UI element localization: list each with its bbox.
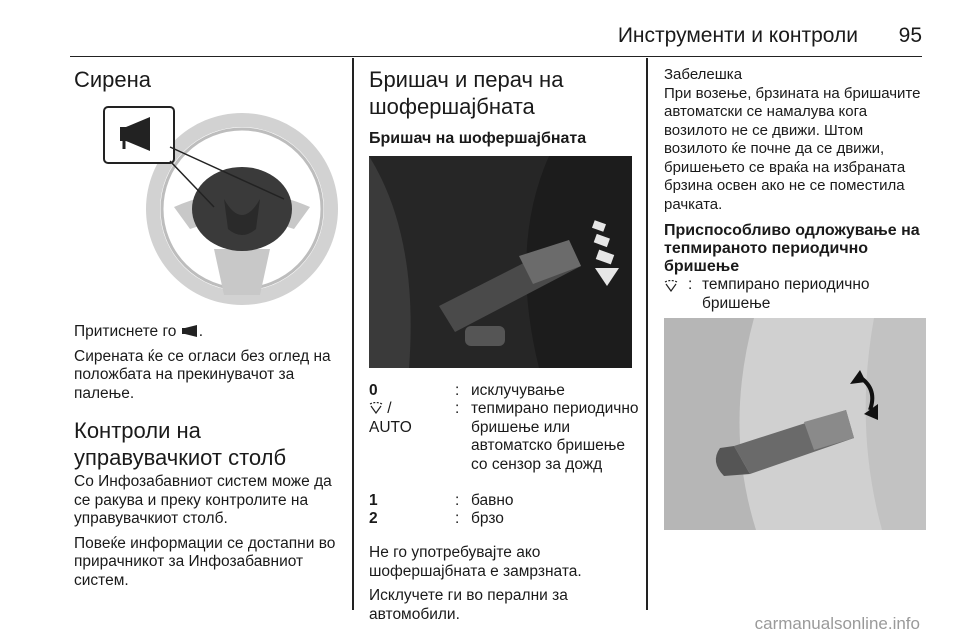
press-horn-text: Притиснете го .: [74, 323, 204, 340]
horn-icon: [181, 325, 199, 337]
note-text: При возење, брзината на бришачите автоматски се намалува кога возилото не се движи. Штом возилото ќе почне да се движи, бришењето се враќа на избраната брзина освен ако не се поместила рачката.: [664, 84, 921, 213]
column-divider: [646, 58, 648, 610]
carwash-note: Исклучете ги во перални за автомобили.: [369, 587, 568, 623]
more-info-text: Повеќе информации се достапни во прирачникот за Инфозабавниот систем.: [74, 534, 336, 589]
heading-horn: Сирена: [74, 67, 152, 92]
page-header: [70, 8, 922, 57]
column-wiper: [369, 58, 639, 624]
wiper-positions-list: 0 : исклучување / AUTO : тепмирано периодично бришење или автоматско бришење со сензор за дожд 1 : бавно 2 : брзо: [369, 382, 639, 527]
wiper-interval-icon: [369, 402, 383, 414]
column-horn: [74, 58, 346, 590]
column-note: [664, 58, 930, 530]
frozen-warning: Не го употребувајте ако шофершајбната е замрзната.: [369, 544, 582, 580]
wiper-stalk-illustration: [369, 156, 632, 368]
heading-steering-controls: Контроли на управувачкиот столб: [74, 418, 287, 470]
subheading-wiper: Бришач на шофершајбната: [369, 130, 587, 147]
page-title: Инструменти и контроли: [617, 24, 858, 47]
page-number: 95: [898, 24, 922, 47]
wiper-delay-illustration: [664, 318, 926, 530]
horn-description: Сирената ќе се огласи без оглед на положбата на прекинувачот за палење.: [74, 347, 331, 402]
def-row-interval: : темпирано периодично бришење: [664, 276, 930, 314]
column-divider: [352, 58, 354, 610]
steering-wheel-illustration: [74, 99, 346, 307]
wiper-interval-icon: [664, 280, 678, 292]
heading-adjustable-delay: Приспособливо одложување на тепмираното периодично бришење: [664, 222, 920, 275]
footer-watermark: carmanualsonline.info: [754, 614, 920, 633]
note-label: Забелешка: [664, 66, 743, 83]
heading-wiper: Бришач и перач на шофершајбната: [369, 67, 564, 119]
infotainment-text: Со Инфозабавниот систем може да се ракува и преку контролите на управувачкиот столб.: [74, 473, 332, 527]
